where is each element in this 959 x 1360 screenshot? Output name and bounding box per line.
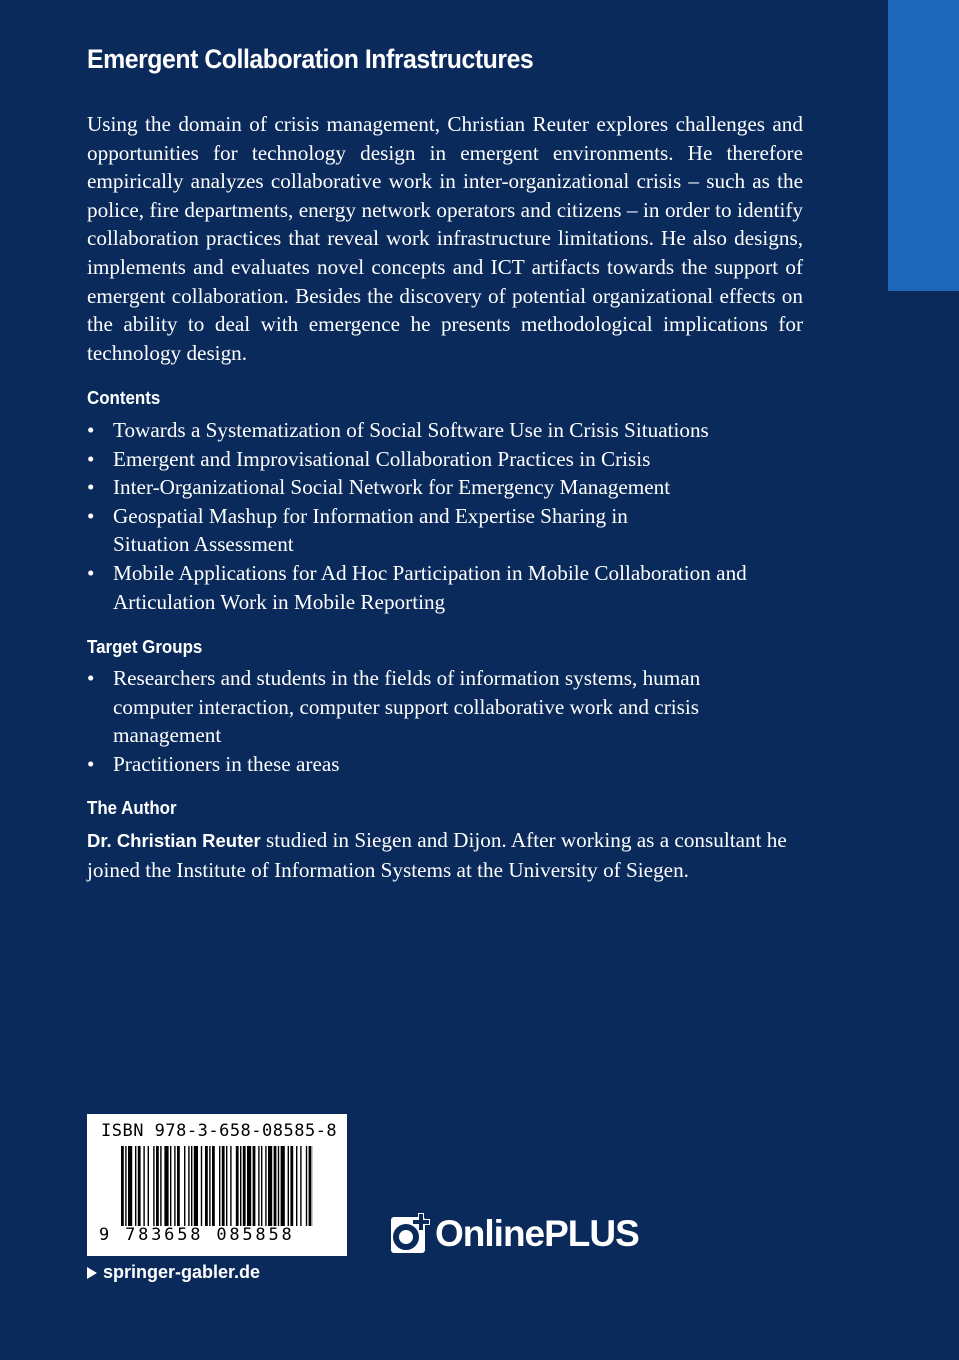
list-item: • Towards a Systematization of Social Software Use in Crisis Situations [87,416,803,445]
bullet-icon: • [87,475,95,500]
author-heading: The Author [87,798,177,818]
list-item: • Emergent and Improvisational Collaboration Practices in Crisis [87,445,803,474]
target-groups-heading: Target Groups [87,637,203,657]
list-item: • Practitioners in these areas [87,750,803,779]
contents-heading: Contents [87,388,161,408]
ean-digits: 9 783658 085858 [99,1225,295,1245]
book-title: Emergent Collaboration Infrastructures [87,44,534,74]
side-color-tab [888,0,959,291]
list-item: • Mobile Applications for Ad Hoc Participation in Mobile Collaboration and Articulation Work in Mobile Reporting [87,560,747,614]
book-summary: Using the domain of crisis management, Christian Reuter explores challenges and opportunities for technology design in emergent environments. He therefore empirically analyzes collaborative work in inter-organizational crisis – such as the police, fire departments, energy network operators and citizens – in order to identify collaboration practices that reveal work infrastructure limitations. He also designs, implements and evaluates novel concepts and ICT artifacts towards the support of emergent collaboration. Besides the discovery of potential organizational effects on the ability to deal with emergence he presents methodological implications for technology design. [87,112,803,365]
contents-list [87,416,803,616]
list-item: • Researchers and students in the fields of information systems, human computer interaction, computer support collaborative work and crisis management [87,666,701,748]
author-bio: Dr. Christian Reuter studied in Siegen and Dijon. After working as a consultant he joined the Institute of Information Systems at the University of Siegen. [87,828,787,882]
arrow-right-icon [87,1267,97,1279]
isbn-barcode [87,1114,347,1256]
bullet-icon: • [87,446,95,471]
bullet-icon: • [87,560,95,585]
online-plus-logo [391,1213,639,1255]
bullet-icon: • [87,751,95,776]
isbn-number: ISBN 978-3-658-08585-8 [101,1121,338,1141]
bullet-icon: • [87,666,95,690]
website-link[interactable]: springer-gabler.de [87,1262,260,1283]
list-item: • Inter-Organizational Social Network for Emergency Management [87,473,803,502]
online-plus-icon [391,1213,431,1255]
bullet-icon: • [87,503,95,528]
target-groups-list [87,664,803,778]
author-name: Dr. Christian Reuter [87,830,261,851]
barcode-bars [121,1146,313,1226]
online-plus-text: OnlinePLUS [435,1213,639,1254]
list-item: • Geospatial Mashup for Information and Expertise Sharing in Situation Assessment [87,503,628,557]
bullet-icon: • [87,418,95,442]
